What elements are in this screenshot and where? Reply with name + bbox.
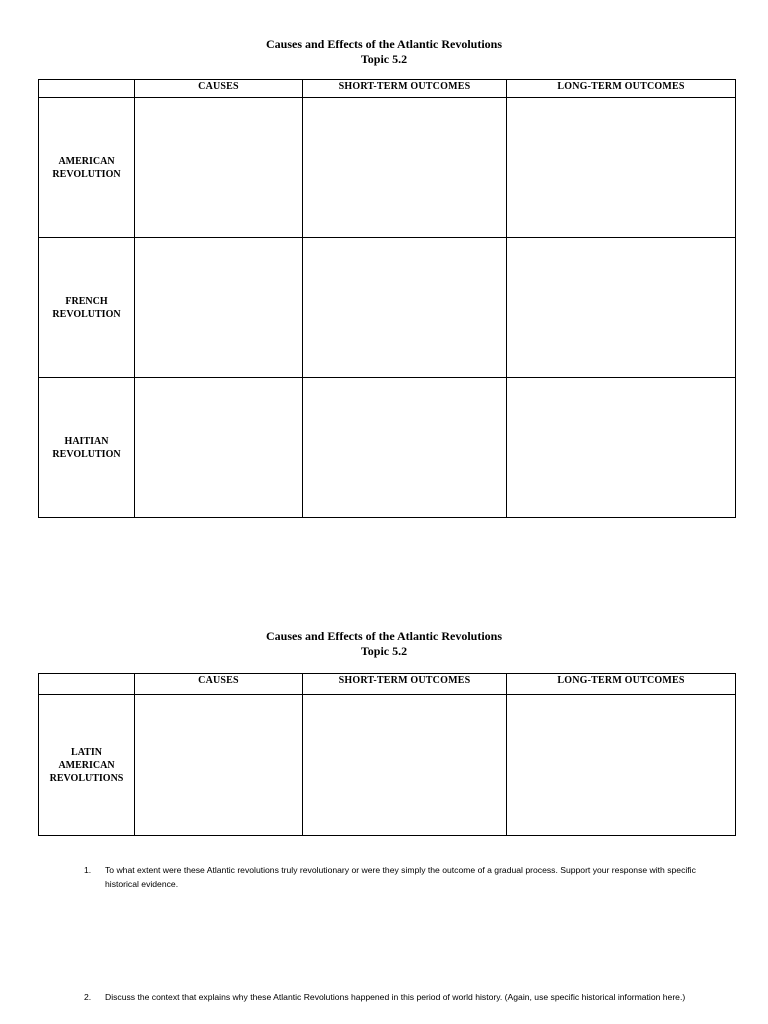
row-label-haitian-revolution xyxy=(39,378,135,518)
american-short-term-cell[interactable] xyxy=(303,98,507,238)
section1-title-block xyxy=(0,37,768,67)
table-header-row xyxy=(39,674,736,695)
row-label-line: REVOLUTION xyxy=(52,448,121,460)
french-short-term-cell[interactable] xyxy=(303,238,507,378)
questions-list xyxy=(84,863,724,1023)
header-causes: CAUSES xyxy=(135,674,303,695)
question-number: 2. xyxy=(84,992,92,1002)
table-row-american-revolution xyxy=(39,98,736,238)
row-label-latin-american-revolutions xyxy=(39,695,135,836)
question-text: To what extent were these Atlantic revolutions truly revolutionary or were they simply the outcome of a gradual process. Support your response with specific historical evidence. xyxy=(105,865,696,889)
latin-american-short-term-cell[interactable] xyxy=(303,695,507,836)
header-blank-cell xyxy=(39,674,135,695)
table-header-row xyxy=(39,80,736,98)
header-short-term-outcomes: SHORT-TERM OUTCOMES xyxy=(303,80,507,98)
french-long-term-cell[interactable] xyxy=(507,238,736,378)
section1-title: Causes and Effects of the Atlantic Revolutions xyxy=(266,37,502,51)
question-number: 1. xyxy=(84,865,92,875)
haitian-short-term-cell[interactable] xyxy=(303,378,507,518)
header-long-term-outcomes: LONG-TERM OUTCOMES xyxy=(507,674,736,695)
row-label-line: REVOLUTION xyxy=(52,168,121,180)
header-long-term-outcomes: LONG-TERM OUTCOMES xyxy=(507,80,736,98)
french-causes-cell[interactable] xyxy=(135,238,303,378)
row-label-line: AMERICAN xyxy=(58,155,115,167)
row-label-french-revolution xyxy=(39,238,135,378)
table-row-latin-american-revolutions xyxy=(39,695,736,836)
section1-subtitle: Topic 5.2 xyxy=(360,52,408,66)
header-blank-cell xyxy=(39,80,135,98)
row-label-line: REVOLUTIONS xyxy=(49,772,124,784)
row-label-line: REVOLUTION xyxy=(52,308,121,320)
row-label-line: FRENCH xyxy=(65,295,108,307)
revolutions-table-1 xyxy=(38,79,736,518)
latin-american-long-term-cell[interactable] xyxy=(507,695,736,836)
header-short-term-outcomes: SHORT-TERM OUTCOMES xyxy=(303,674,507,695)
row-label-american-revolution xyxy=(39,98,135,238)
american-long-term-cell[interactable] xyxy=(507,98,736,238)
row-label-line: LATIN xyxy=(71,746,102,758)
header-causes: CAUSES xyxy=(135,80,303,98)
table-row-haitian-revolution xyxy=(39,378,736,518)
american-causes-cell[interactable] xyxy=(135,98,303,238)
row-label-line: HAITIAN xyxy=(64,435,109,447)
row-label-line: AMERICAN xyxy=(58,759,115,771)
section2-title: Causes and Effects of the Atlantic Revolutions xyxy=(266,629,502,643)
haitian-causes-cell[interactable] xyxy=(135,378,303,518)
section2-title-block xyxy=(0,629,768,659)
section2-subtitle: Topic 5.2 xyxy=(360,644,408,658)
latin-american-causes-cell[interactable] xyxy=(135,695,303,836)
question-text: Discuss the context that explains why these Atlantic Revolutions happened in this period of world history. (Again, use specific historical information here.) xyxy=(105,992,686,1002)
table-row-french-revolution xyxy=(39,238,736,378)
haitian-long-term-cell[interactable] xyxy=(507,378,736,518)
revolutions-table-2 xyxy=(38,673,736,836)
